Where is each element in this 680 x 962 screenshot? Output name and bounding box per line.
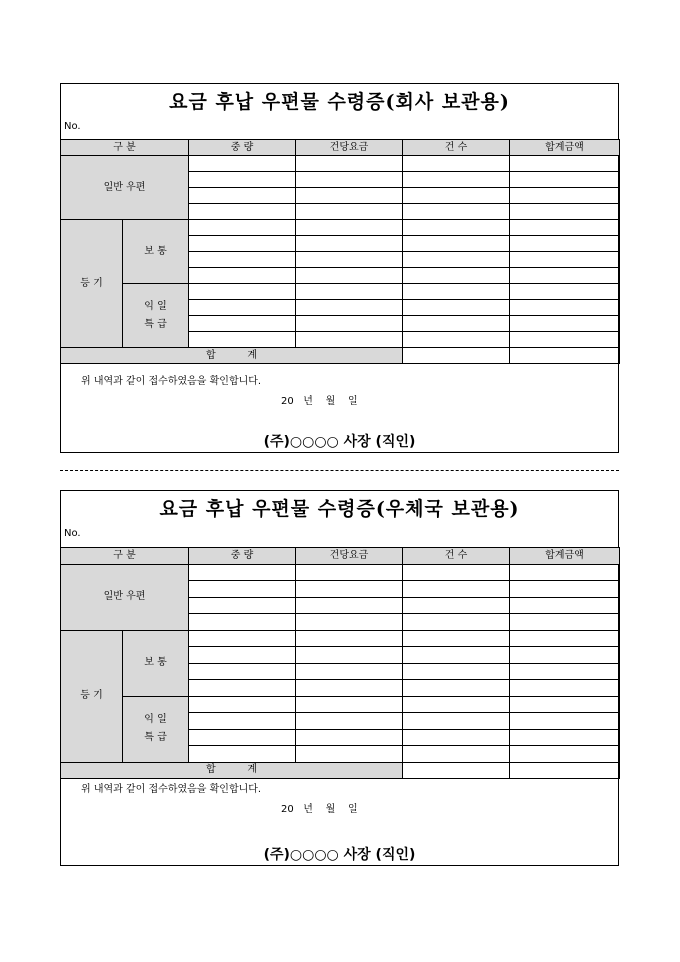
row-label-sum: 합 계 [61, 762, 403, 779]
row-label-normal: 보 통 [123, 220, 189, 284]
cell-weight[interactable] [189, 188, 296, 204]
cell-count[interactable] [403, 729, 510, 746]
cell-count[interactable] [403, 284, 510, 300]
receipt-post-office-copy [60, 490, 619, 866]
cell-weight[interactable] [189, 332, 296, 348]
cell-sum-count[interactable] [403, 348, 510, 364]
cell-count[interactable] [403, 236, 510, 252]
cell-count[interactable] [403, 204, 510, 220]
confirmation-text: 위 내역과 같이 접수하였음을 확인합니다. [81, 376, 262, 387]
cell-total[interactable] [510, 729, 620, 746]
cell-total[interactable] [510, 300, 620, 316]
row-label-normal: 보 통 [123, 630, 189, 696]
cell-unit-fee[interactable] [296, 614, 403, 631]
confirmation-text: 위 내역과 같이 접수하였음을 확인합니다. [81, 784, 262, 795]
cell-total[interactable] [510, 220, 620, 236]
table-row [61, 696, 620, 713]
row-label-registered: 등 기 [61, 630, 123, 762]
cell-count[interactable] [403, 564, 510, 581]
header-category: 구 분 [61, 140, 189, 156]
cell-count[interactable] [403, 172, 510, 188]
cell-unit-fee[interactable] [296, 581, 403, 598]
receipt-title: 요금 후납 우편물 수령증(우체국 보관용) [159, 498, 520, 520]
row-label-next-day: 익 일 [144, 714, 167, 725]
sum-row [61, 762, 620, 779]
cell-unit-fee[interactable] [296, 663, 403, 680]
cell-total[interactable] [510, 564, 620, 581]
cell-total[interactable] [510, 647, 620, 664]
cell-count[interactable] [403, 696, 510, 713]
header-unit-fee: 건당요금 [296, 140, 403, 156]
cell-total[interactable] [510, 252, 620, 268]
cell-weight[interactable] [189, 597, 296, 614]
cell-count[interactable] [403, 713, 510, 730]
cell-total[interactable] [510, 680, 620, 697]
cell-weight[interactable] [189, 300, 296, 316]
cell-count[interactable] [403, 220, 510, 236]
table-row [61, 284, 620, 300]
cell-total[interactable] [510, 188, 620, 204]
cell-sum-total[interactable] [510, 762, 620, 779]
cell-weight[interactable] [189, 729, 296, 746]
cell-count[interactable] [403, 188, 510, 204]
header-row [61, 140, 620, 156]
cell-unit-fee[interactable] [296, 188, 403, 204]
cell-count[interactable] [403, 300, 510, 316]
cell-unit-fee[interactable] [296, 630, 403, 647]
date-line: 20 년 월 일 [281, 804, 358, 815]
cell-weight[interactable] [189, 614, 296, 631]
cell-weight[interactable] [189, 713, 296, 730]
cell-weight[interactable] [189, 680, 296, 697]
date-line: 20 년 월 일 [281, 396, 358, 407]
cell-unit-fee[interactable] [296, 252, 403, 268]
cell-count[interactable] [403, 597, 510, 614]
cell-total[interactable] [510, 204, 620, 220]
row-label-next-day-express [123, 696, 189, 762]
table-row [61, 220, 620, 236]
cell-weight[interactable] [189, 630, 296, 647]
row-label-next-day: 익 일 [144, 300, 167, 312]
table-row [61, 630, 620, 647]
cell-count[interactable] [403, 680, 510, 697]
cell-weight[interactable] [189, 647, 296, 664]
cell-count[interactable] [403, 614, 510, 631]
receipt-table [60, 547, 620, 779]
cell-total[interactable] [510, 172, 620, 188]
signer-line: (주)○○○○ 사장 (직인) [263, 434, 416, 450]
signer-line: (주)○○○○ 사장 (직인) [263, 847, 416, 863]
row-label-express: 특 급 [144, 318, 167, 330]
cell-weight[interactable] [189, 696, 296, 713]
cell-count[interactable] [403, 332, 510, 348]
header-unit-fee: 건당요금 [296, 548, 403, 565]
cell-weight[interactable] [189, 284, 296, 300]
cell-weight[interactable] [189, 252, 296, 268]
cell-count[interactable] [403, 746, 510, 763]
table-row [61, 156, 620, 172]
cell-count[interactable] [403, 252, 510, 268]
cell-total[interactable] [510, 268, 620, 284]
cell-unit-fee[interactable] [296, 156, 403, 172]
cell-weight[interactable] [189, 204, 296, 220]
cell-weight[interactable] [189, 663, 296, 680]
cell-weight[interactable] [189, 564, 296, 581]
cell-unit-fee[interactable] [296, 268, 403, 284]
cell-total[interactable] [510, 597, 620, 614]
sum-row [61, 348, 620, 364]
row-label-general-mail: 일반 우편 [61, 156, 189, 220]
cell-weight[interactable] [189, 581, 296, 598]
cell-total[interactable] [510, 236, 620, 252]
serial-number-label: No. [64, 121, 81, 132]
cell-weight[interactable] [189, 746, 296, 763]
cell-sum-total[interactable] [510, 348, 620, 364]
header-weight: 중 량 [189, 548, 296, 565]
cell-unit-fee[interactable] [296, 647, 403, 664]
cell-total[interactable] [510, 332, 620, 348]
cell-unit-fee[interactable] [296, 236, 403, 252]
cell-unit-fee[interactable] [296, 220, 403, 236]
cell-weight[interactable] [189, 220, 296, 236]
cell-unit-fee[interactable] [296, 597, 403, 614]
cell-total[interactable] [510, 713, 620, 730]
cell-count[interactable] [403, 663, 510, 680]
cell-unit-fee[interactable] [296, 284, 403, 300]
cell-count[interactable] [403, 630, 510, 647]
cell-unit-fee[interactable] [296, 713, 403, 730]
cell-unit-fee[interactable] [296, 680, 403, 697]
cell-unit-fee[interactable] [296, 172, 403, 188]
cell-weight[interactable] [189, 172, 296, 188]
receipt-table [60, 139, 620, 364]
cell-sum-count[interactable] [403, 762, 510, 779]
table-row [61, 564, 620, 581]
cell-total[interactable] [510, 284, 620, 300]
row-label-express: 특 급 [144, 732, 167, 743]
cell-weight[interactable] [189, 236, 296, 252]
cell-count[interactable] [403, 581, 510, 598]
cell-count[interactable] [403, 156, 510, 172]
cell-total[interactable] [510, 663, 620, 680]
receipt-company-copy [60, 83, 619, 453]
cell-total[interactable] [510, 696, 620, 713]
header-total: 합계금액 [510, 548, 620, 565]
row-label-registered: 등 기 [61, 220, 123, 348]
row-label-sum: 합 계 [61, 348, 403, 364]
header-category: 구 분 [61, 548, 189, 565]
cell-unit-fee[interactable] [296, 204, 403, 220]
header-count: 건 수 [403, 140, 510, 156]
cell-unit-fee[interactable] [296, 746, 403, 763]
cell-total[interactable] [510, 581, 620, 598]
row-label-next-day-express [123, 284, 189, 348]
cell-count[interactable] [403, 316, 510, 332]
header-row [61, 548, 620, 565]
cell-unit-fee[interactable] [296, 300, 403, 316]
cell-total[interactable] [510, 746, 620, 763]
serial-number-label: No. [64, 528, 81, 539]
cell-total[interactable] [510, 316, 620, 332]
cell-weight[interactable] [189, 316, 296, 332]
cell-count[interactable] [403, 647, 510, 664]
cell-weight[interactable] [189, 268, 296, 284]
cell-total[interactable] [510, 614, 620, 631]
receipt-title: 요금 후납 우편물 수령증(회사 보관용) [169, 91, 510, 113]
cell-weight[interactable] [189, 156, 296, 172]
cell-unit-fee[interactable] [296, 696, 403, 713]
header-weight: 중 량 [189, 140, 296, 156]
cell-unit-fee[interactable] [296, 316, 403, 332]
cell-total[interactable] [510, 156, 620, 172]
cell-count[interactable] [403, 268, 510, 284]
cut-line [60, 470, 619, 471]
cell-unit-fee[interactable] [296, 332, 403, 348]
header-total: 합계금액 [510, 140, 620, 156]
row-label-general-mail: 일반 우편 [61, 564, 189, 630]
cell-unit-fee[interactable] [296, 729, 403, 746]
header-count: 건 수 [403, 548, 510, 565]
cell-total[interactable] [510, 630, 620, 647]
cell-unit-fee[interactable] [296, 564, 403, 581]
